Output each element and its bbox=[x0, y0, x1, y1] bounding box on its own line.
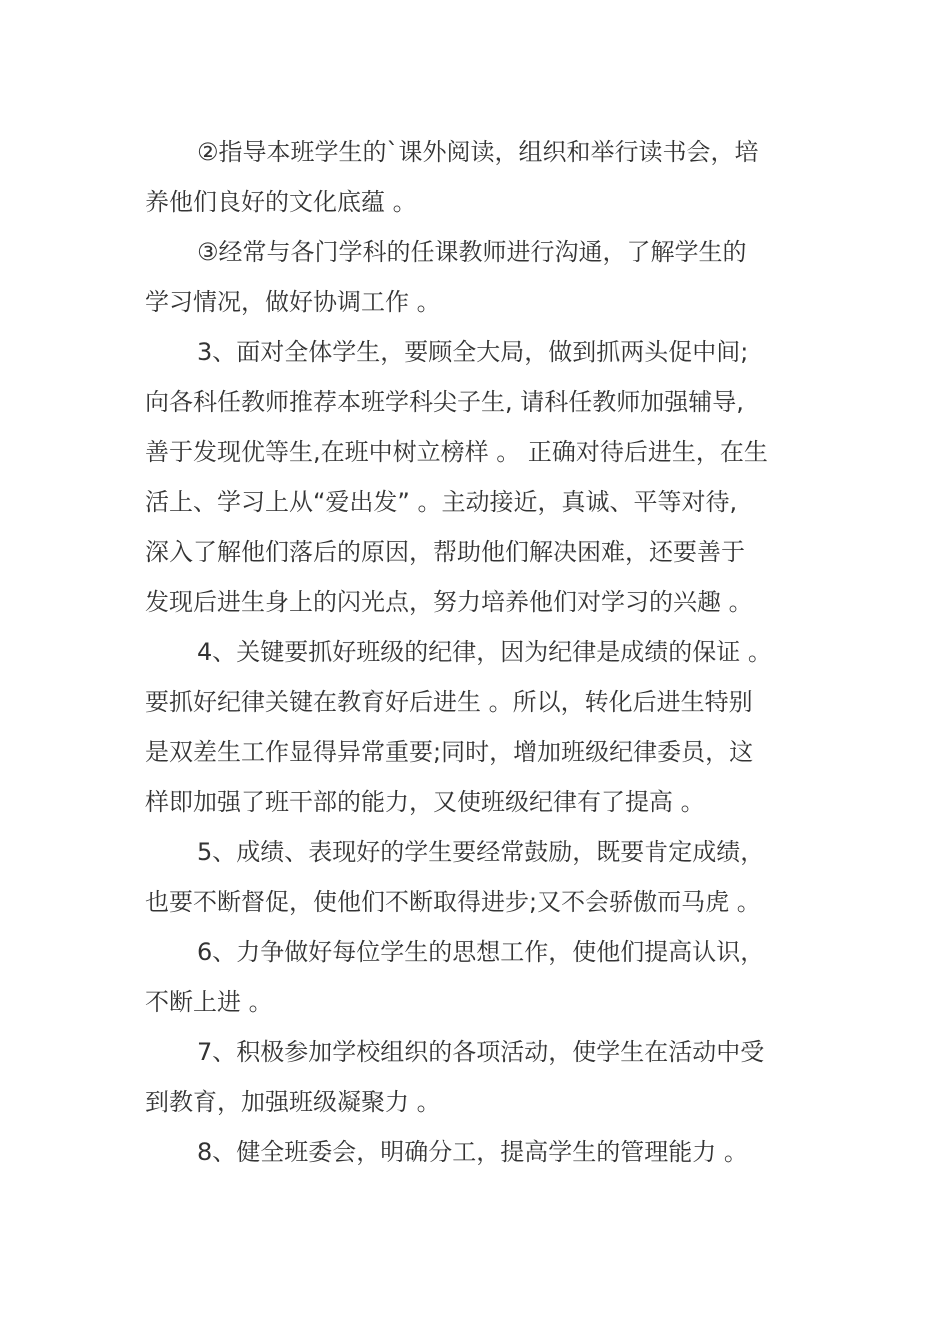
paragraph-line: 8、健全班委会，明确分工，提高学生的管理能力 。 bbox=[197, 1138, 748, 1166]
paragraph-item-8 bbox=[145, 1127, 817, 1177]
paragraph-2 bbox=[145, 127, 817, 227]
paragraph-line: ②指导本班学生的`课外阅读，组织和举行读书会，培 bbox=[197, 138, 759, 166]
paragraph-line: 深入了解他们落后的原因，帮助他们解决困难，还要善于 bbox=[145, 538, 745, 566]
paragraph-item-3 bbox=[145, 327, 817, 627]
paragraph-line: 样即加强了班干部的能力，又使班级纪律有了提高 。 bbox=[145, 788, 705, 816]
paragraph-3 bbox=[145, 227, 817, 327]
paragraph-item-7 bbox=[145, 1027, 817, 1127]
paragraph-line: 善于发现优等生,在班中树立榜样 。 正确对待后进生，在生 bbox=[145, 438, 768, 466]
paragraph-item-6 bbox=[145, 927, 817, 1027]
paragraph-item-4 bbox=[145, 627, 817, 827]
paragraph-line: 养他们良好的文化底蕴 。 bbox=[145, 188, 417, 216]
paragraph-line: 到教育，加强班级凝聚力 。 bbox=[145, 1088, 441, 1116]
paragraph-line: ③经常与各门学科的任课教师进行沟通，了解学生的 bbox=[197, 238, 747, 266]
paragraph-line: 7、积极参加学校组织的各项活动，使学生在活动中受 bbox=[197, 1038, 765, 1066]
paragraph-line: 是双差生工作显得异常重要;同时，增加班级纪律委员，这 bbox=[145, 738, 754, 766]
document-body bbox=[145, 127, 817, 1177]
paragraph-line: 活上、学习上从“爱出发” 。主动接近，真诚、平等对待, bbox=[145, 488, 738, 516]
paragraph-line: 不断上进 。 bbox=[145, 988, 273, 1016]
paragraph-item-5 bbox=[145, 827, 817, 927]
paragraph-line: 学习情况，做好协调工作 。 bbox=[145, 288, 441, 316]
paragraph-line: 3、面对全体学生，要顾全大局，做到抓两头促中间; bbox=[197, 338, 749, 366]
paragraph-line: 6、力争做好每位学生的思想工作，使他们提高认识， bbox=[197, 938, 765, 966]
paragraph-line: 5、成绩、表现好的学生要经常鼓励，既要肯定成绩， bbox=[197, 838, 765, 866]
paragraph-line: 也要不断督促，使他们不断取得进步;又不会骄傲而马虎 。 bbox=[145, 888, 761, 916]
paragraph-line: 发现后进生身上的闪光点，努力培养他们对学习的兴趣 。 bbox=[145, 588, 753, 616]
paragraph-line: 4、关键要抓好班级的纪律，因为纪律是成绩的保证 。 bbox=[197, 638, 772, 666]
paragraph-line: 向各科任教师推荐本班学科尖子生, 请科任教师加强辅导, bbox=[145, 388, 744, 416]
paragraph-line: 要抓好纪律关键在教育好后进生 。所以，转化后进生特别 bbox=[145, 688, 753, 716]
